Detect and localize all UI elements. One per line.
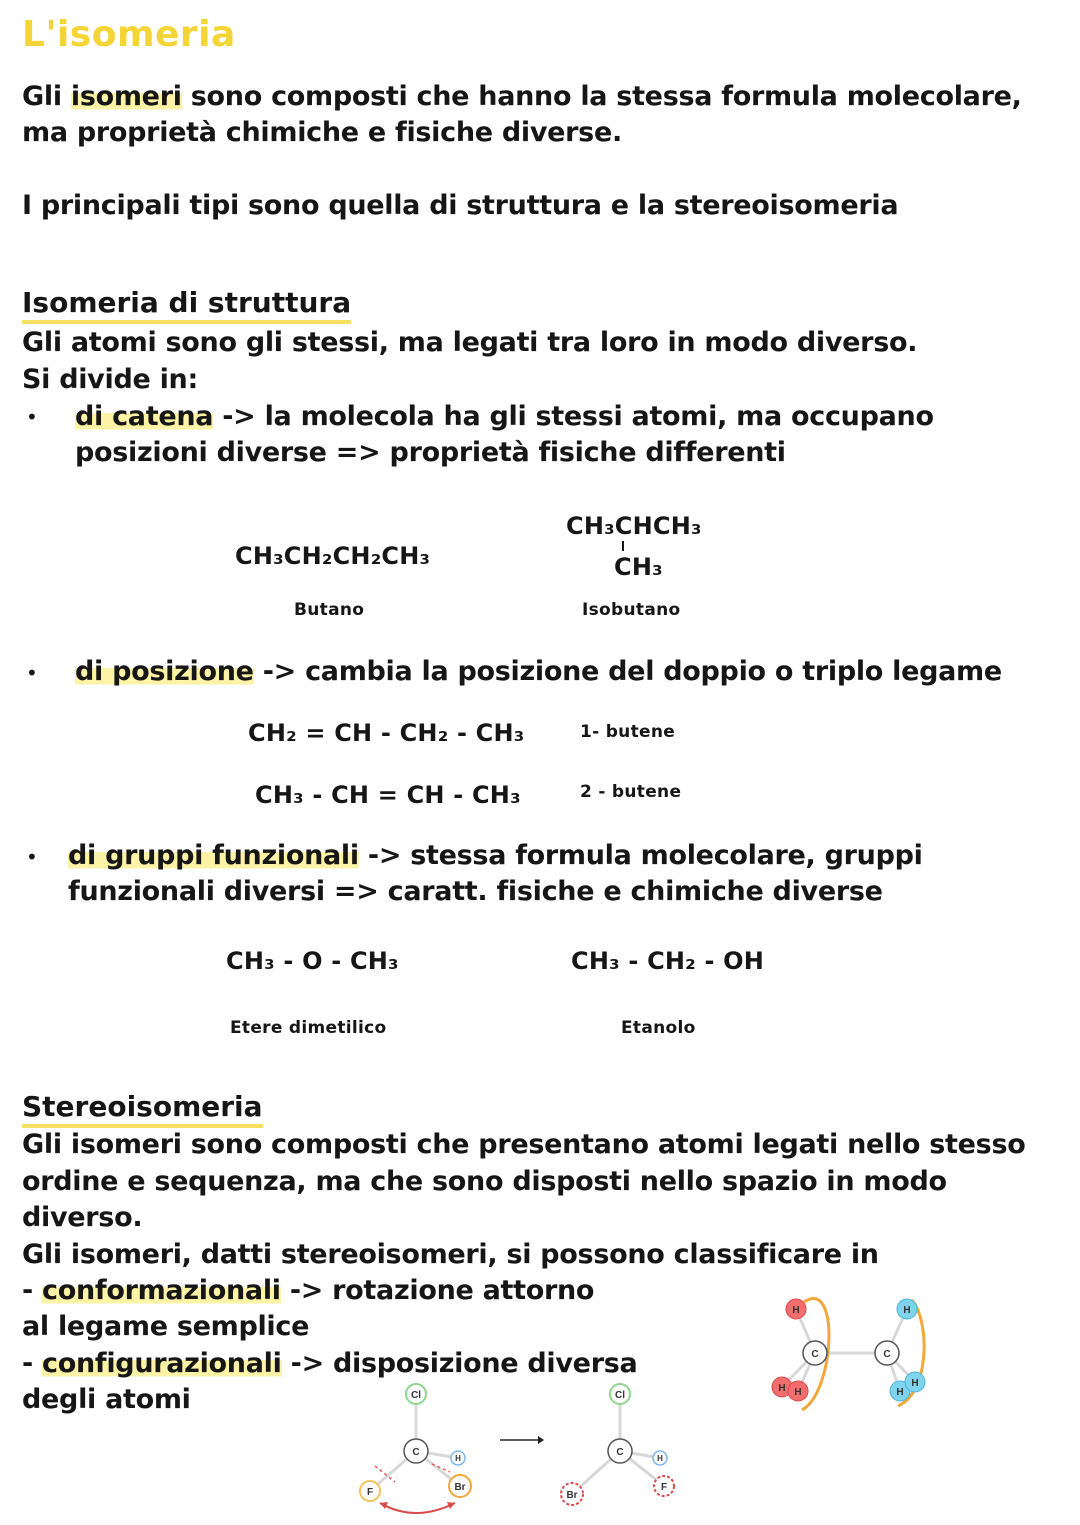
stereo-line-3: diverso. [22, 1202, 143, 1233]
atom-label: Br [454, 1482, 466, 1493]
highlight-configurazionali: configurazionali [42, 1348, 282, 1379]
intro-line-3: I principali tipi sono quella di struttura e la stereoisomeria [22, 190, 899, 221]
atom-label: F [366, 1487, 374, 1498]
posizione-line: di posizione -> cambia la posizione del doppio o triplo legame [75, 656, 1002, 687]
bullet: • [26, 845, 38, 869]
atom-label: H [911, 1378, 919, 1389]
stereo-line-2: ordine e sequenza, ma che sono disposti nello spazio in modo [22, 1166, 947, 1197]
highlight-isomeri: isomeri [70, 81, 182, 112]
highlight-posizione: di posizione [75, 656, 254, 687]
struttura-line-1: Gli atomi sono gli stessi, ma legati tra loro in modo diverso. [22, 327, 918, 358]
catena-line-2: posizioni diverse => proprietà fisiche differenti [75, 437, 786, 468]
etanolo-formula: CH₃ - CH₂ - OH [571, 947, 765, 975]
highlight-catena: di catena [75, 401, 214, 432]
bullet: • [26, 661, 38, 685]
conformational-isomer-diagram [760, 1282, 940, 1422]
conformazionali-line-2: al legame semplice [22, 1311, 310, 1342]
isobutano-formula-branch: CH₃ [614, 553, 663, 581]
intro-line-2: ma proprietà chimiche e fisiche diverse. [22, 117, 622, 148]
atom-label: H [903, 1305, 911, 1316]
butano-formula: CH₃CH₂CH₂CH₃ [235, 542, 431, 570]
atom-label: H [455, 1454, 461, 1463]
isobutano-formula-top: CH₃CHCH₃ [566, 512, 702, 540]
stereo-line-1: Gli isomeri sono composti che presentano atomi legati nello stesso [22, 1129, 1026, 1160]
configurazionali-line-1: - configurazionali -> disposizione diversa [22, 1348, 638, 1379]
gruppi-line-2: funzionali diversi => caratt. fisiche e chimiche diverse [68, 876, 883, 907]
bullet: • [26, 405, 38, 429]
atom-label: H [792, 1305, 800, 1316]
butene-1-label: 1- butene [580, 722, 676, 742]
section-heading-struttura: Isomeria di struttura [22, 286, 351, 324]
atom-label: Cl [615, 1390, 625, 1401]
highlight-gruppi: di gruppi funzionali [68, 840, 359, 871]
butene-1-formula: CH₂ = CH - CH₂ - CH₃ [248, 719, 525, 747]
isobutano-label: Isobutano [582, 600, 681, 620]
gruppi-line-1: di gruppi funzionali -> stessa formula molecolare, gruppi [68, 840, 923, 871]
atom-label: H [778, 1383, 786, 1394]
butene-2-formula: CH₃ - CH = CH - CH₃ [255, 781, 521, 809]
atom-label: H [896, 1387, 904, 1398]
butano-label: Butano [294, 600, 365, 620]
etere-formula: CH₃ - O - CH₃ [226, 947, 399, 975]
etanolo-label: Etanolo [621, 1018, 696, 1038]
atom-label: C [412, 1447, 420, 1458]
atom-label: F [660, 1482, 668, 1493]
atom-label: Br [566, 1490, 578, 1501]
intro-line-1: Gli isomeri sono composti che hanno la stessa formula molecolare, [22, 81, 1022, 112]
catena-line-1: di catena -> la molecola ha gli stessi atomi, ma occupano [75, 401, 934, 432]
highlight-conformazionali: conformazionali [42, 1275, 281, 1306]
atom-label: C [883, 1349, 891, 1360]
butene-2-label: 2 - butene [580, 782, 682, 802]
conformazionali-line-1: - conformazionali -> rotazione attorno [22, 1275, 595, 1306]
atom-label: Cl [411, 1390, 421, 1401]
page-title: L'isomeria [22, 14, 236, 55]
etere-label: Etere dimetilico [230, 1018, 387, 1038]
isobutano-branch-bond [622, 541, 624, 551]
configurazionali-line-2: degli atomi [22, 1384, 191, 1415]
configurational-isomer-diagram [350, 1378, 700, 1523]
section-heading-stereo: Stereoisomeria [22, 1090, 263, 1128]
stereo-line-4: Gli isomeri, datti stereoisomeri, si possono classificare in [22, 1239, 879, 1270]
atom-label: H [794, 1387, 802, 1398]
atom-label: C [616, 1447, 624, 1458]
atom-label: H [657, 1454, 663, 1463]
atom-label: C [811, 1349, 819, 1360]
struttura-line-2: Si divide in: [22, 364, 198, 395]
